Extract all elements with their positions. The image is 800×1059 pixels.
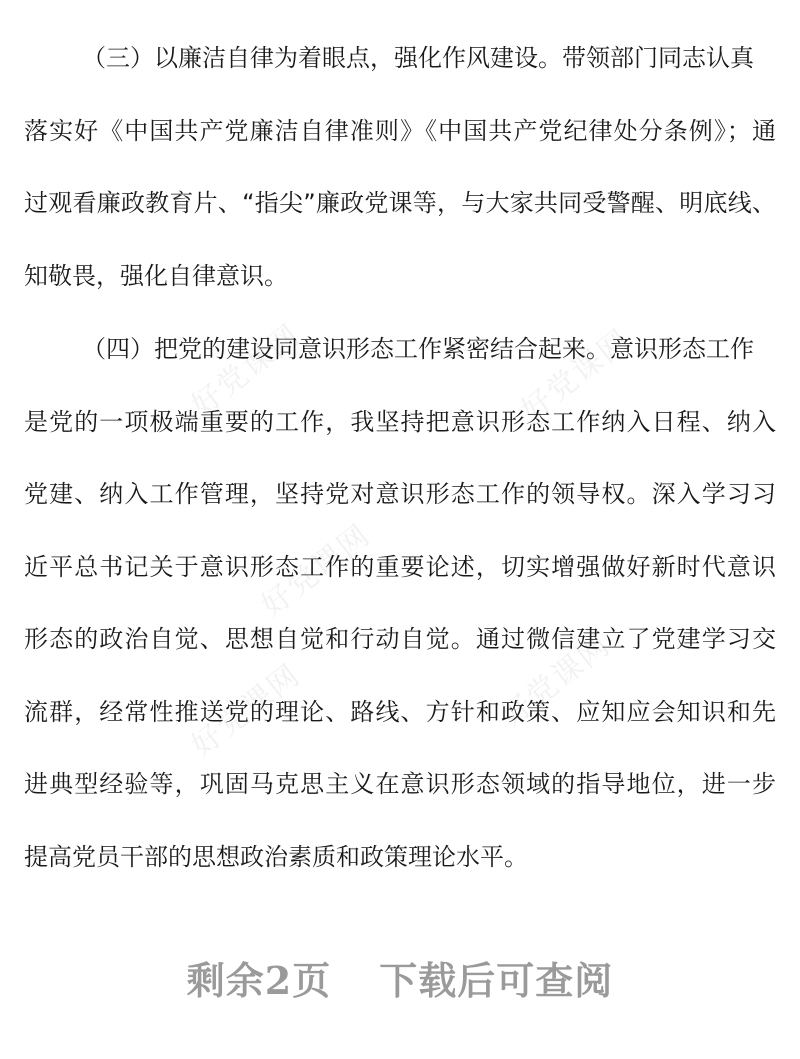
paragraph-section-3: [24, 22, 776, 312]
watermark-text: 好党课网: [254, 517, 378, 624]
paragraph-line: 近平总书记关于意识形态工作的重要论述，切实增强做好新时代意识: [24, 552, 776, 581]
paragraph-line: （四）把党的建设同意识形态工作紧密结合起来。意识形态工作: [82, 335, 754, 363]
paragraph-line: 知敬畏，强化自律意识。: [24, 261, 288, 290]
download-hint: 下载后可查阅: [379, 958, 614, 1003]
watermark-text: 好党课网: [514, 322, 638, 429]
watermark-text: 好党课网: [184, 657, 308, 764]
paragraph-line: 提高党员干部的思想政治素质和政策理论水平。: [24, 842, 528, 871]
watermark-text: 好党课网: [184, 317, 308, 424]
paragraph-line: 形态的政治自觉、思想自觉和行动自觉。通过微信建立了党建学习交: [24, 625, 776, 653]
paragraph-line: 过观看廉政教育片、“指尖”廉政党课等，与大家共同受警醒、明底线、: [24, 189, 776, 217]
paragraph-line: （三）以廉洁自律为着眼点，强化作风建设。带领部门同志认真: [82, 44, 754, 72]
paragraph-line: 是党的一项极端重要的工作，我坚持把意识形态工作纳入日程、纳入: [24, 407, 776, 436]
paragraph-line: 进典型经验等，巩固马克思主义在意识形态领域的指导地位，进一步: [24, 770, 776, 798]
remaining-pages-count: 剩余2页: [186, 958, 332, 1003]
paragraph-line: 党建、纳入工作管理，坚持党对意识形态工作的领导权。深入学习习: [24, 480, 776, 508]
paragraph-line: 落实好《中国共产党廉洁自律准则》《中国共产党纪律处分条例》；通: [24, 116, 776, 145]
paragraph-line: 流群，经常性推送党的理论、路线、方针和政策、应知应会知识和先: [24, 697, 776, 726]
paragraph-section-4: [24, 313, 776, 893]
watermark-text: 好党课网: [494, 627, 618, 734]
remaining-pages-notice[interactable]: [0, 950, 800, 1005]
